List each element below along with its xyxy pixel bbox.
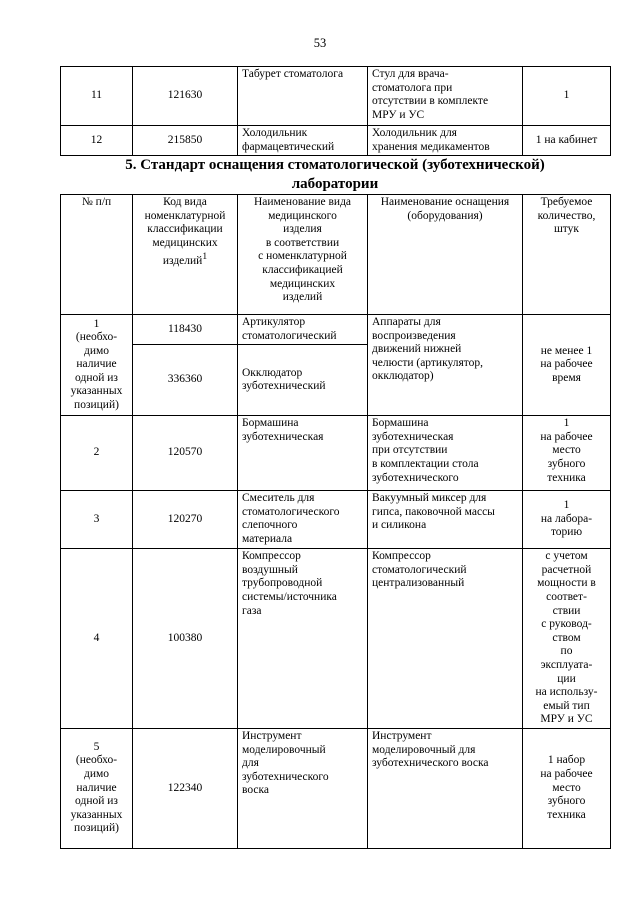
table-row (61, 315, 611, 345)
section-title (60, 156, 610, 194)
page-number: 53 (313, 36, 327, 50)
nomenclature-code: 100380 (133, 549, 238, 729)
table-row (61, 67, 611, 126)
nomenclature-code: 120570 (133, 416, 238, 491)
required-quantity: 1 на рабочее место зубного техника (523, 416, 611, 491)
row-number: 5 (необхо- димо наличие одной из указанных позиций) (61, 728, 133, 848)
header-device-name: Наименование вида медицинского изделия в соответствии с номенклатурной классификацией медицинских изделий (238, 195, 368, 315)
required-quantity: с учетом расчетной мощности в соответ- ствии с руковод- ством по эксплуата- ции на использу- емый тип МРУ и УС (523, 549, 611, 729)
table-row (61, 491, 611, 549)
nomenclature-code: 215850 (133, 126, 238, 156)
nomenclature-code: 336360 (133, 345, 238, 416)
device-type-name: Окклюдатор зуботехнический (238, 345, 368, 416)
table-row (61, 416, 611, 491)
device-type-name: Холодильник фармацевтический (238, 126, 368, 156)
table-header-row (61, 195, 611, 315)
required-quantity: 1 (523, 67, 611, 126)
required-quantity: 1 на лабора- торию (523, 491, 611, 549)
table-row (61, 728, 611, 848)
required-quantity: не менее 1 на рабочее время (523, 315, 611, 416)
device-type-name: Табурет стоматолога (238, 67, 368, 126)
nomenclature-code: 122340 (133, 728, 238, 848)
row-number: 1 (необхо- димо наличие одной из указанных позиций) (61, 315, 133, 416)
top-table (60, 66, 611, 156)
row-number: 4 (61, 549, 133, 729)
nomenclature-code: 118430 (133, 315, 238, 345)
row-number: 2 (61, 416, 133, 491)
device-type-name: Компрессор воздушный трубопроводной системы/источника газа (238, 549, 368, 729)
nomenclature-code: 121630 (133, 67, 238, 126)
equipment-name: Холодильник для хранения медикаментов (368, 126, 523, 156)
row-number: 12 (61, 126, 133, 156)
equipment-standard-table (60, 194, 611, 849)
equipment-name: Инструмент моделировочный для зуботехнического воска (368, 728, 523, 848)
header-equipment: Наименование оснащения (оборудования) (368, 195, 523, 315)
header-code-text: Код вида номенклатурной классификации медицинских изделий (144, 196, 226, 268)
section-title-line1: 5. Стандарт оснащения стоматологической (зуботехнической) (125, 157, 545, 173)
required-quantity: 1 набор на рабочее место зубного техника (523, 728, 611, 848)
device-type-name: Артикулятор стоматологический (238, 315, 368, 345)
row-number: 3 (61, 491, 133, 549)
header-quantity: Требуемое количество, штук (523, 195, 611, 315)
equipment-name: Аппараты для воспроизведения движений нижней челюсти (артикулятор, окклюдатор) (368, 315, 523, 416)
table-row (61, 126, 611, 156)
required-quantity: 1 на кабинет (523, 126, 611, 156)
equipment-name: Компрессор стоматологический централизованный (368, 549, 523, 729)
device-type-name: Смеситель для стоматологического слепочного материала (238, 491, 368, 549)
device-type-name: Инструмент моделировочный для зуботехнического воска (238, 728, 368, 848)
equipment-name: Вакуумный миксер для гипса, паковочной массы и силикона (368, 491, 523, 549)
device-type-name: Бормашина зуботехническая (238, 416, 368, 491)
footnote-marker: 1 (202, 251, 208, 263)
equipment-name: Стул для врача- стоматолога при отсутствии в комплекте МРУ и УС (368, 67, 523, 126)
header-number: № п/п (61, 195, 133, 315)
row-number: 11 (61, 67, 133, 126)
section-title-line2: лаборатории (291, 176, 379, 192)
equipment-name: Бормашина зуботехническая при отсутствии в комплектации стола зуботехнического (368, 416, 523, 491)
table-row (61, 549, 611, 729)
header-code (133, 195, 238, 315)
nomenclature-code: 120270 (133, 491, 238, 549)
